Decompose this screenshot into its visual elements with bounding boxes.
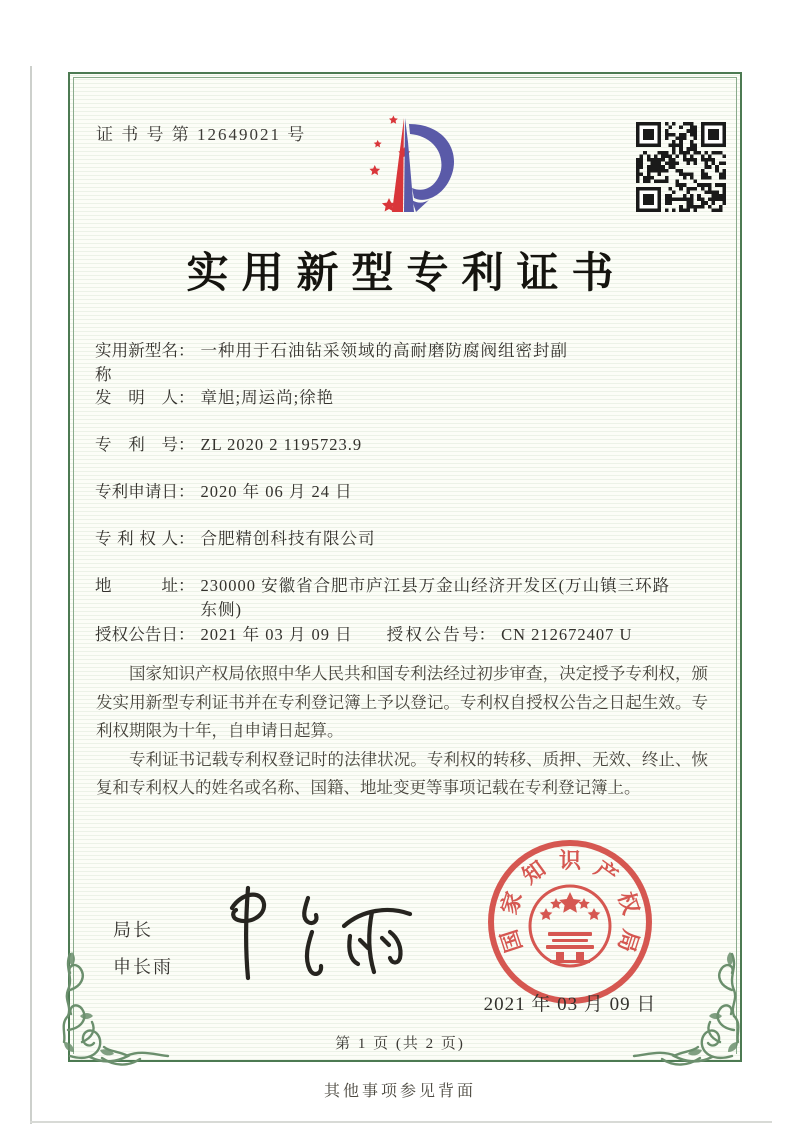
svg-text:权: 权 [613,888,644,918]
svg-text:知: 知 [517,855,551,889]
signer-block [113,916,173,990]
field-value: 2020 年 06 月 24 日 [200,482,353,501]
cnipa-logo-icon [332,108,478,234]
field-label: 地址 [95,576,178,595]
field-value: 一种用于石油钻采领域的高耐磨防腐阀组密封副 [200,341,568,360]
svg-text:国: 国 [496,926,527,956]
seal-date: 2021 年 03 月 09 日 [483,994,657,1015]
field-label: 发明人 [95,388,178,407]
field-label: 专利申请日 [95,482,178,501]
field-patentee: 专利权人 ： 合肥精创科技有限公司 [95,527,376,551]
legal-paragraph: 国家知识产权局依照中华人民共和国专利法经过初步审查，决定授予专利权，颁发实用新型专利证书并在专利登记簿上予以登记。专利权自授权公告之日起生效。专利权期限为十年，自申请日起算。 [96,664,708,740]
field-grant-row: 授权公告日 ： 2021 年 03 月 09 日 授权公告号 ： CN 212672407 U [95,623,632,647]
svg-text:局: 局 [613,926,644,956]
field-value: 230000 安徽省合肥市庐江县万金山经济开发区(万山镇三环路东侧) [200,576,671,619]
field-label: 实用新型名称 [95,341,178,384]
field-label: 授权公告号 [386,625,479,644]
field-address: 地址 ： 230000 安徽省合肥市庐江县万金山经济开发区(万山镇三环路东侧) [95,574,671,622]
field-value: 章旭;周运尚;徐艳 [200,388,335,407]
field-utility-model-name: 实用新型名称 ： 一种用于石油钻采领域的高耐磨防腐阀组密封副 [95,339,568,387]
certificate-title: 实用新型专利证书 [186,251,627,297]
svg-text:产: 产 [589,855,623,889]
field-value: 合肥精创科技有限公司 [200,529,376,548]
signer-title: 局长 [113,920,153,940]
svg-text:家: 家 [496,888,527,918]
page-number: 第 1 页 (共 2 页) [335,1036,465,1052]
scan-edge-bottom [30,1121,772,1123]
certificate-number: 证 书 号 第 12649021 号 [96,125,307,144]
cnipa-seal [460,836,680,1018]
field-filing-date: 专利申请日 ： 2020 年 06 月 24 日 [95,480,353,504]
qr-code [636,122,726,212]
svg-text:识: 识 [558,848,582,873]
field-value: ZL 2020 2 1195723.9 [200,435,363,454]
field-label: 专利号 [95,435,178,454]
scan-edge-left [30,66,32,1124]
signer-name: 申长雨 [113,957,173,977]
commissioner-signature [212,874,427,986]
grant-date-value: 2021 年 03 月 09 日 [200,625,353,644]
field-label: 专利权人 [95,529,178,548]
field-label: 授权公告日 [95,625,178,644]
legal-paragraph: 专利证书记载专利权登记时的法律状况。专利权的转移、质押、无效、终止、恢复和专利权人的姓名或名称、国籍、地址变更等事项记载在专利登记簿上。 [96,749,708,797]
back-note: 其他事项参见背面 [323,1083,476,1100]
field-inventors: 发明人 ： 章旭;周运尚;徐艳 [95,386,334,410]
field-patent-number: 专利号 ： ZL 2020 2 1195723.9 [95,433,362,457]
grant-number-value: CN 212672407 U [501,625,633,644]
legal-text [96,660,708,803]
